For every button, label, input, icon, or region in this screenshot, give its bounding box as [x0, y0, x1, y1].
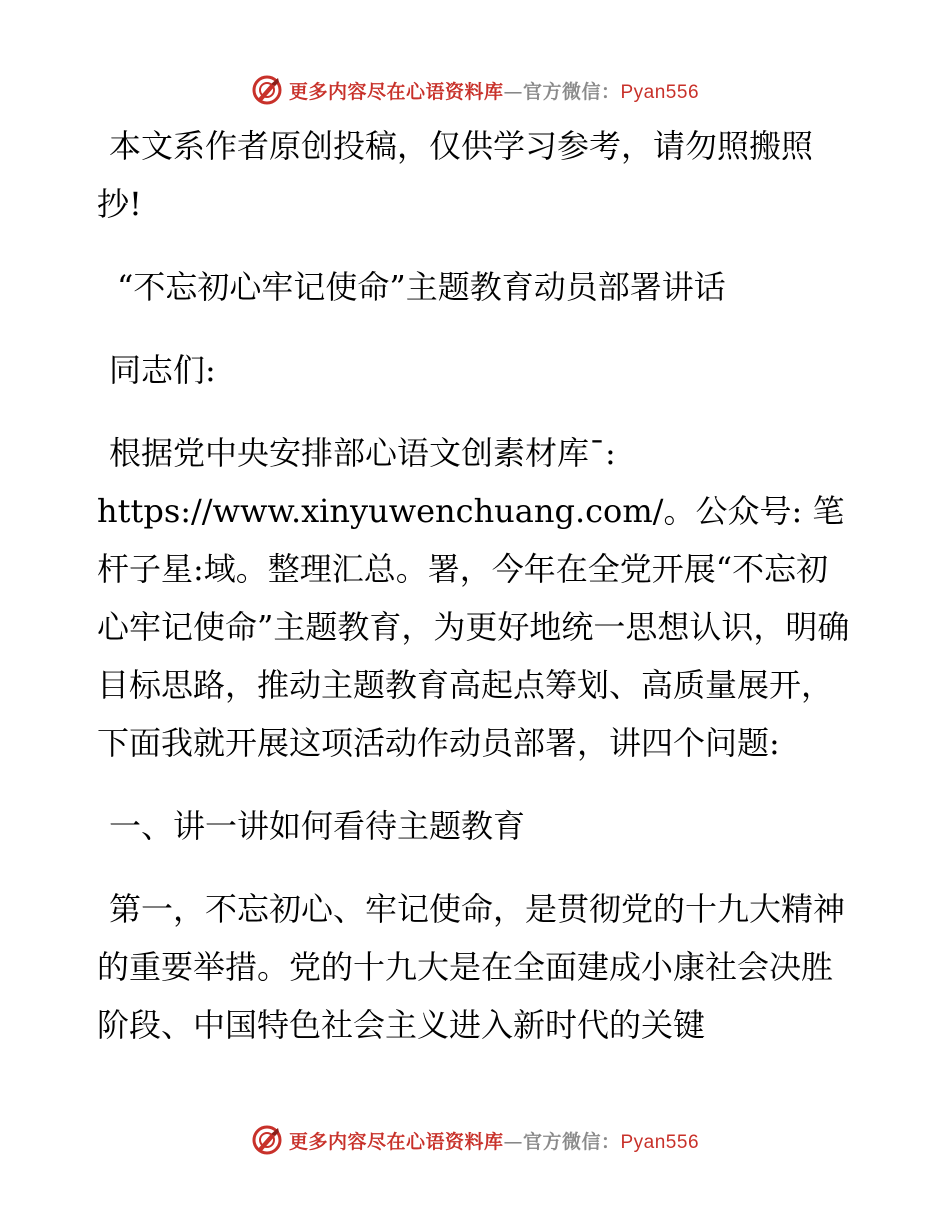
document-body [97, 117, 857, 1079]
header-banner-wechat-id: Pyan556 [620, 81, 700, 103]
salutation: 同志们: [109, 351, 216, 389]
pen-logo-icon [251, 1124, 283, 1156]
pen-logo-icon [251, 74, 283, 106]
notice-paragraph: 本文系作者原创投稿，仅供学习参考，请勿照搬照抄! [97, 127, 814, 223]
footer-banner-sub: 官方微信： [522, 1130, 621, 1153]
footer-banner-wechat-id: Pyan556 [620, 1131, 700, 1153]
page-footer-banner [0, 1120, 950, 1160]
page-header-banner [0, 70, 950, 110]
footer-banner-main: 更多内容尽在心语资料库 [288, 1130, 504, 1153]
header-banner-sub: 官方微信： [522, 80, 621, 103]
footer-banner-separator: — [503, 1130, 523, 1153]
header-banner-text [289, 77, 699, 104]
document-title: “不忘初心牢记使命”主题教育动员部署讲话 [117, 268, 726, 306]
body-paragraph-1: 第一，不忘初心、牢记使命，是贯彻党的十九大精神的重要举措。党的十九大是在全面建成小康社会决胜阶段、中国特色社会主义进入新时代的关键 [97, 890, 846, 1044]
header-banner-main: 更多内容尽在心语资料库 [288, 80, 504, 103]
footer-banner-text [289, 1127, 699, 1154]
section-heading-1: 一、讲一讲如何看待主题教育 [109, 807, 526, 845]
header-banner-separator: — [503, 80, 523, 103]
intro-paragraph: 根据党中央安排部心语文创素材库¯: https://www.xinyuwenchuang.com/。公众号: 笔杆子星:域。整理汇总。署，今年在全党开展“不忘初心牢记使命”主题教育，为更好地统一思想认识，明确目标思路，推动主题教育高起点筹划、高质量展开，下面我就开展这项活动作动员部署，讲四个问题: [97, 434, 850, 762]
